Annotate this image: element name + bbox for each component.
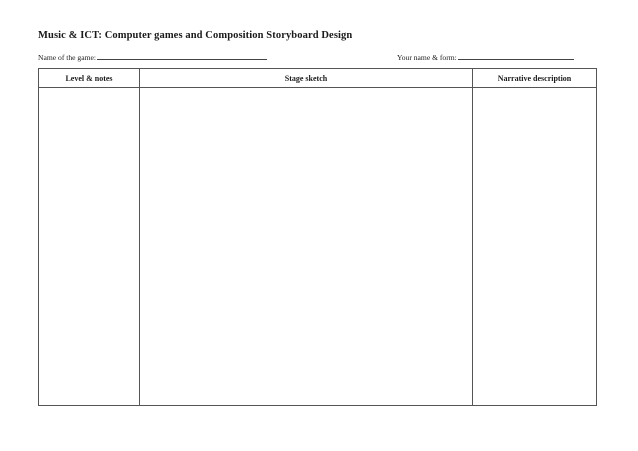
storyboard-table	[38, 68, 597, 406]
game-name-field	[38, 52, 267, 62]
level-notes-cell[interactable]	[39, 88, 140, 405]
header-level-notes: Level & notes	[39, 69, 140, 88]
game-name-blank[interactable]	[97, 52, 267, 60]
header-stage-sketch: Stage sketch	[140, 69, 473, 88]
student-name-blank[interactable]	[458, 52, 574, 60]
header-narrative-description: Narrative description	[473, 69, 596, 88]
document-title: Music & ICT: Computer games and Composition Storyboard Design	[38, 30, 353, 41]
student-name-field	[397, 52, 574, 62]
narrative-description-cell[interactable]	[473, 88, 596, 405]
student-name-label: Your name & form:	[397, 53, 457, 62]
stage-sketch-cell[interactable]	[140, 88, 473, 405]
game-name-label: Name of the game:	[38, 53, 96, 62]
